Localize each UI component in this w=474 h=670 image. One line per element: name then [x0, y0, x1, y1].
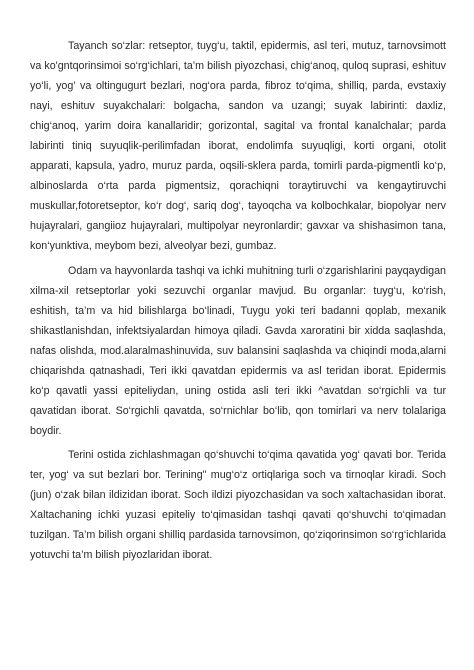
paragraph-keywords: Tayanch so‘zlar: retseptor, tuyg‘u, taktil, epidermis, asl teri, mutuz, tarnovsimott va ko'gntqorinsimoi so‘rg‘ichlari, ta’m bilish piyozchasi, chig‘anoq, quloq suprasi, eshituv yo‘li, yog’ va oltingugurt bezlari, nog‘ora parda, fibroz to‘qima, shilliq, parda, evstaxiy nayi, eshituv suyakchalari: bolgacha, sandon va uzangi; suyak labirinti: daxliz, chig‘anoq, yarim doira kanallaridir; gorizontal, sagital va frontal kanalchalar; parda labirinti tiniq suyuqlik-perilimfadan iborat, endolimfa suyuqligi, korti organi, otolit apparati, kapsula, yadro, muruz parda, oqsili-sklera parda, tomirli parda-pigmentli ko‘p, albinoslarda o‘rta parda pigmentsiz, qorachiqni toraytiruvchi va kengaytiruvchi muskullar,fotoretseptor, ko‘r dog‘, sariq dog‘, tayoqcha va kolbochkalar, biopolyar nerv hujayralari, gangiioz hujayralari, multipolyar neyronlardir; gavxar va shishasimon tana, kon‘yunktiva, meybom bezi, alveolyar bezi, gumbaz. — [30, 40, 446, 253]
paragraph-sense-organs: Odam va hayvonlarda tashqi va ichki muhitning turli o‘zgarishlarini payqaydigan xilma-xil retseptorlar yoki sezuvchi organlar mavjud. Bu organlar: tuyg‘u, ko‘rish, eshitish, ta’m va hid bilishlarga bo‘linadi, Tuygu yoki teri badanni qoplab, mexanik shikastlanishdan, infektsiyalardan himoya qiladi. Gavda xaroratini bir xidda saqlashda, nafas olishda, mod.alaralmashinuvida, suv balansini saqlashda va chiqindi moda,alarni chiqarishda qatnashadi, Teri ikki qavatdan epidermis va asl teridan iborat. Epidermis ko‘p qavatli yassi epiteliydan, uning ostida asli teri ikki ^avatdan so‘rgichli va tur qavatidan iborat. So‘rgichli qavatda, so‘rnichlar bo‘lib, qon tomirlari va nerv tolalariga boydir. — [30, 264, 446, 437]
document-page — [30, 36, 446, 565]
paragraph-skin-layers: Terini ostida zichlashmagan qo‘shuvchi to‘qima qavatida yog‘ qavati bor. Terida ter, yog‘ va sut bezlari bor. Terining" mug‘o‘z ortiqlariga soch va tirnoqlar kiradi. Soch (jun) o‘zak bilan ildizidan iborat. Soch ildizi piyozchasidan va soch xaltachasidan iborat. Xaltachaning ichki yuzasi epiteliy to‘qimasidan tashqi qavati qo‘shuvchi to‘qimadan tuzilgan. Ta’m bilish organi shilliq pardasida tarnovsimon, qo‘ziqorinsimon so‘rg‘ichlarida yotuvchi ta’m bilish piyozlaridan iborat. — [30, 448, 446, 562]
